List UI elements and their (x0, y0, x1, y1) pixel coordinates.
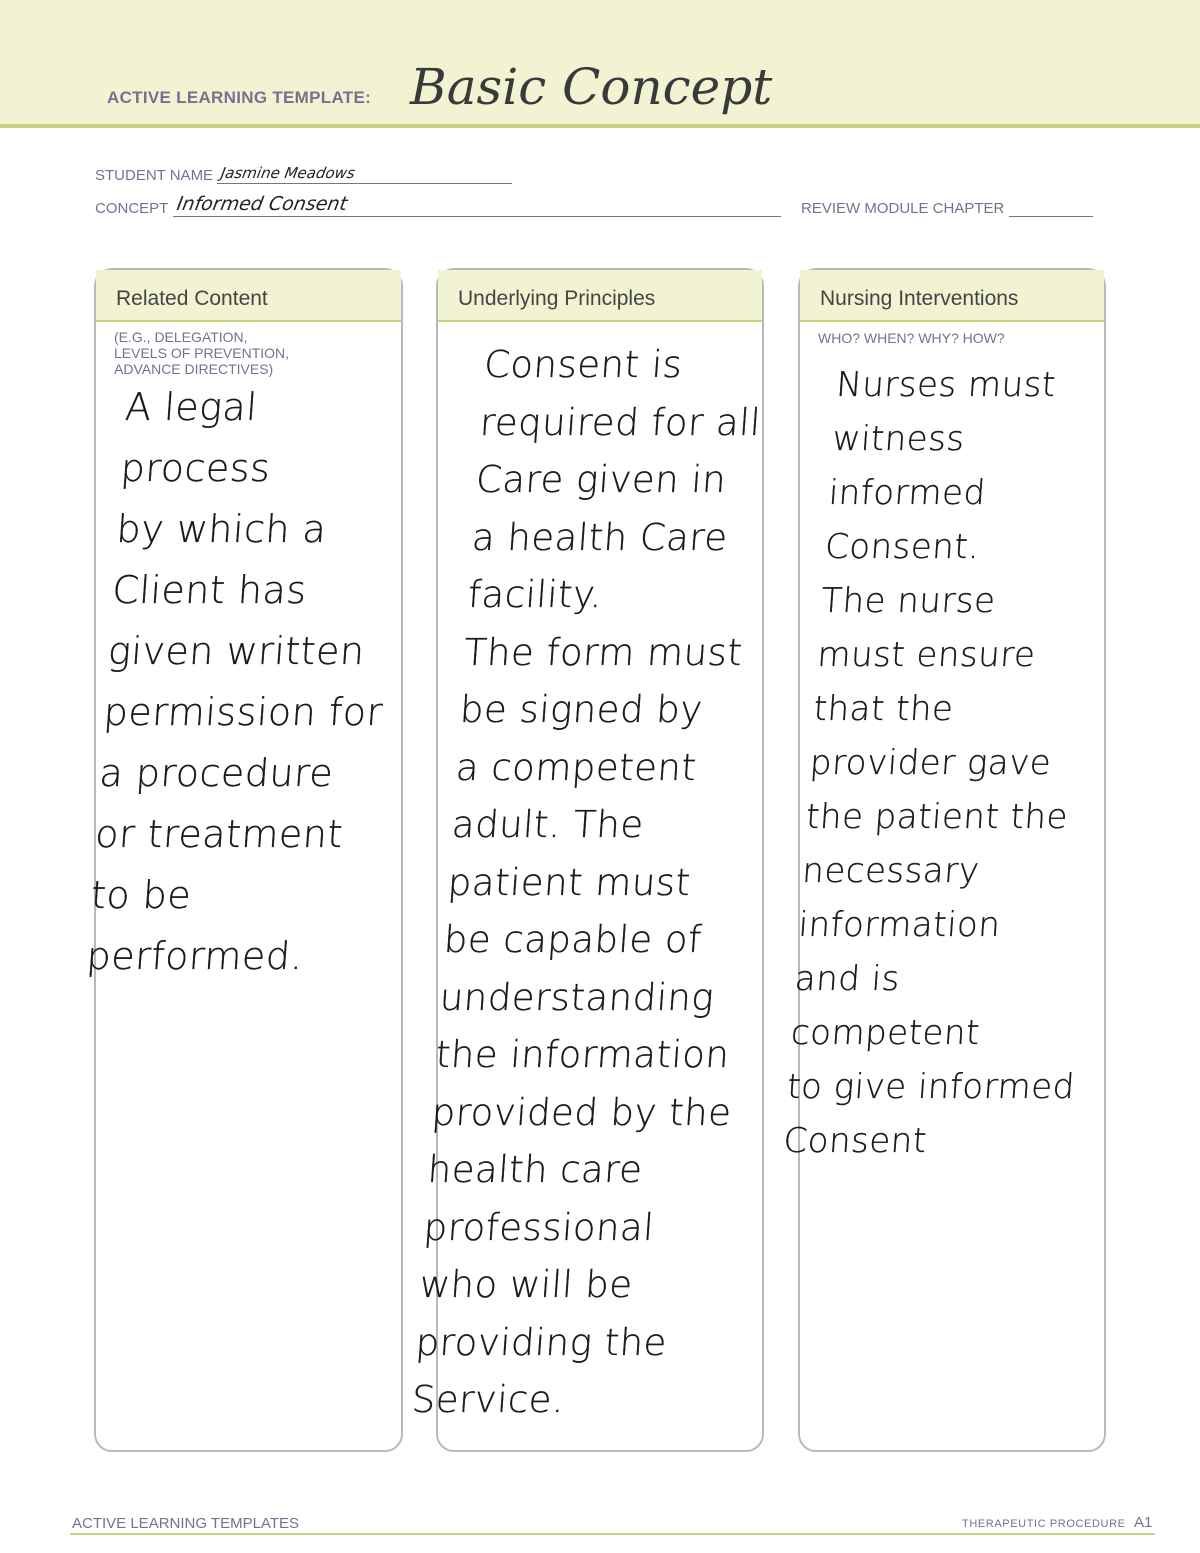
underlying-principles-title: Underlying Principles (438, 270, 762, 322)
footer-divider (70, 1533, 1155, 1535)
underlying-principles-text: Consent is required for all Care given in a health Care facility. The form must be signed by a competent adult. The patient must be capable of understanding the information provided by the health care professional who will be providing the Service. (410, 343, 763, 1421)
nursing-interventions-panel (782, 268, 1106, 1452)
related-content-panel (85, 268, 403, 1452)
student-name-value: Jasmine Meadows (219, 164, 357, 182)
template-label: ACTIVE LEARNING TEMPLATE: (107, 88, 372, 107)
template-title: Basic Concept (410, 58, 773, 116)
nursing-interventions-title: Nursing Interventions (800, 270, 1104, 322)
header-divider (0, 124, 1200, 128)
concept-label: CONCEPT (95, 200, 169, 217)
concept-row (95, 193, 781, 217)
review-module-label: REVIEW MODULE CHAPTER (801, 200, 1005, 217)
concept-value: Informed Consent (174, 193, 349, 215)
nursing-interventions-subtitle: WHO? WHEN? WHY? HOW? (818, 330, 1005, 346)
related-content-text: A legal process by which a Client has given written permission for a procedure or treatment to be performed. (85, 385, 385, 978)
related-content-title: Related Content (96, 270, 401, 322)
student-name-field[interactable] (217, 165, 512, 184)
related-content-subtitle: (E.G., DELEGATION, LEVELS OF PREVENTION, ADVANCE DIRECTIVES) (114, 329, 290, 377)
nursing-interventions-text: Nurses must witness informed Consent. The nurse must ensure that the provider gave the patient the necessary information and is competent to give informed Consent (782, 365, 1077, 1161)
student-name-label: STUDENT NAME (95, 167, 214, 184)
footer-right-label: THERAPEUTIC PROCEDURE (962, 1518, 1126, 1530)
review-module-row (801, 198, 1093, 217)
student-name-row (95, 165, 512, 184)
footer-page-code: A1 (1134, 1514, 1153, 1531)
footer-left-label: ACTIVE LEARNING TEMPLATES (72, 1515, 299, 1532)
review-module-field[interactable] (1009, 198, 1093, 217)
underlying-principles-panel (410, 268, 764, 1452)
concept-field[interactable] (173, 193, 781, 217)
